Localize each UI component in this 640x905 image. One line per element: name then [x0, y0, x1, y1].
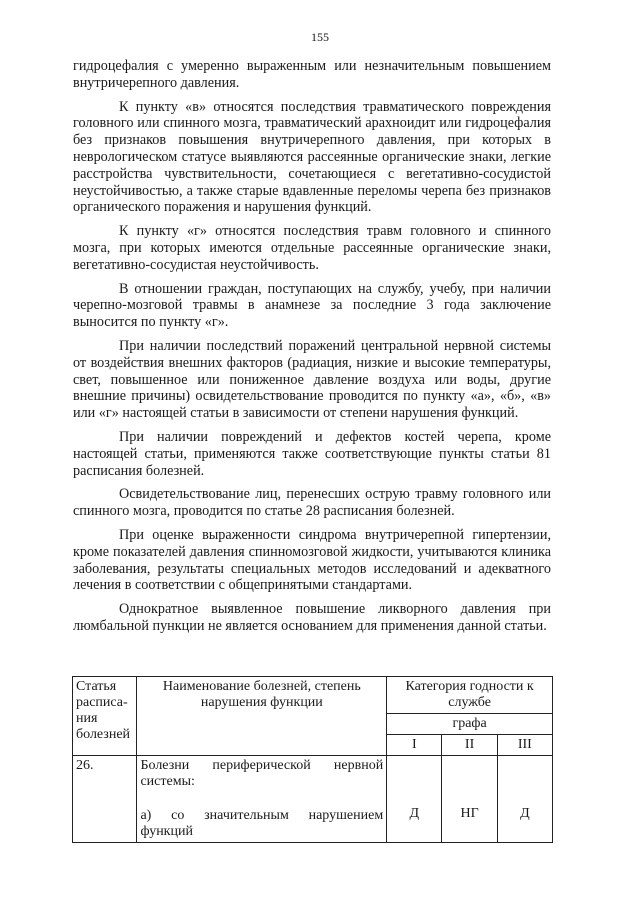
grade-column-2: НГ [442, 756, 497, 843]
header-article: Статья расписа-ния болезней [73, 677, 137, 756]
paragraph: Однократное выявленное повышение ликворного давления при люмбальной пункции не является основанием для применения данной статьи. [73, 601, 551, 634]
header-column-2: II [442, 735, 497, 756]
table-header-row [73, 677, 553, 714]
header-disease-name: Наименование болезней, степень нарушения функции [137, 677, 387, 756]
document-body [73, 58, 551, 642]
table-row [73, 756, 553, 843]
paragraph: К пункту «г» относятся последствия травм головного и спинного мозга, при которых имеются отдельные рассеянные органические знаки, вегетативно-сосудистая неустойчивость. [73, 223, 551, 273]
paragraph: К пункту «в» относятся последствия травматического повреждения головного или спинного мозга, травматический арахноидит или гидроцефалия без признаков повышения внутричерепного давления, при которых в неврологическом статусе выявляются рассеянные органические знаки, легкие расстройства чувствительности, сочетающиеся с вегетативно-сосудистой неустойчивостью, а также старые вдавленные переломы черепа без признаков органического поражения и нарушения функций. [73, 98, 551, 216]
article-number: 26. [73, 756, 137, 843]
grade-column-1: Д [387, 756, 442, 843]
paragraph: Освидетельствование лиц, перенесших острую травму головного или спинного мозга, проводится по статье 28 расписания болезней. [73, 486, 551, 520]
paragraph: гидроцефалия с умеренно выраженным или незначительным повышением внутричерепного давления. [73, 58, 551, 91]
paragraph: При наличии повреждений и дефектов костей черепа, кроме настоящей статьи, применяются также соответствующие пункты статьи 81 расписания болезней. [73, 428, 551, 479]
paragraph: При оценке выраженности синдрома внутричерепной гипертензии, кроме показателей давления спинномозговой жидкости, учитываются клиника заболевания, результаты специальных методов исследований и адекватного лечения в соответствии с общепринятыми стандартами. [73, 526, 551, 594]
header-column-1: I [387, 735, 442, 756]
disease-name-cell [137, 756, 387, 843]
paragraph: При наличии последствий поражений центральной нервной системы от воздействия внешних факторов (радиация, низкие и высокие температуры, свет, повышенное или пониженное давление воздуха или воды, другие внешние причины) освидетельствование проводится по пункту «а», «б», «в» или «г» настоящей статьи в зависимости от степени нарушения функций. [73, 337, 551, 422]
disease-title: Болезни периферической нервной системы: [140, 758, 384, 789]
header-graph: графа [387, 714, 553, 735]
disease-item: а) со значительным нарушением функций [140, 808, 384, 839]
paragraph: В отношении граждан, поступающих на службу, учебу, при наличии черепно-мозговой травмы в анамнезе за последние 3 года заключение выносится по пункту «г». [73, 280, 551, 331]
grade-column-3: Д [497, 756, 552, 843]
header-column-3: III [497, 735, 552, 756]
disease-schedule-table [72, 676, 553, 843]
header-fitness-category: Категория годности к службе [387, 677, 553, 714]
page-number: 155 [311, 30, 329, 44]
